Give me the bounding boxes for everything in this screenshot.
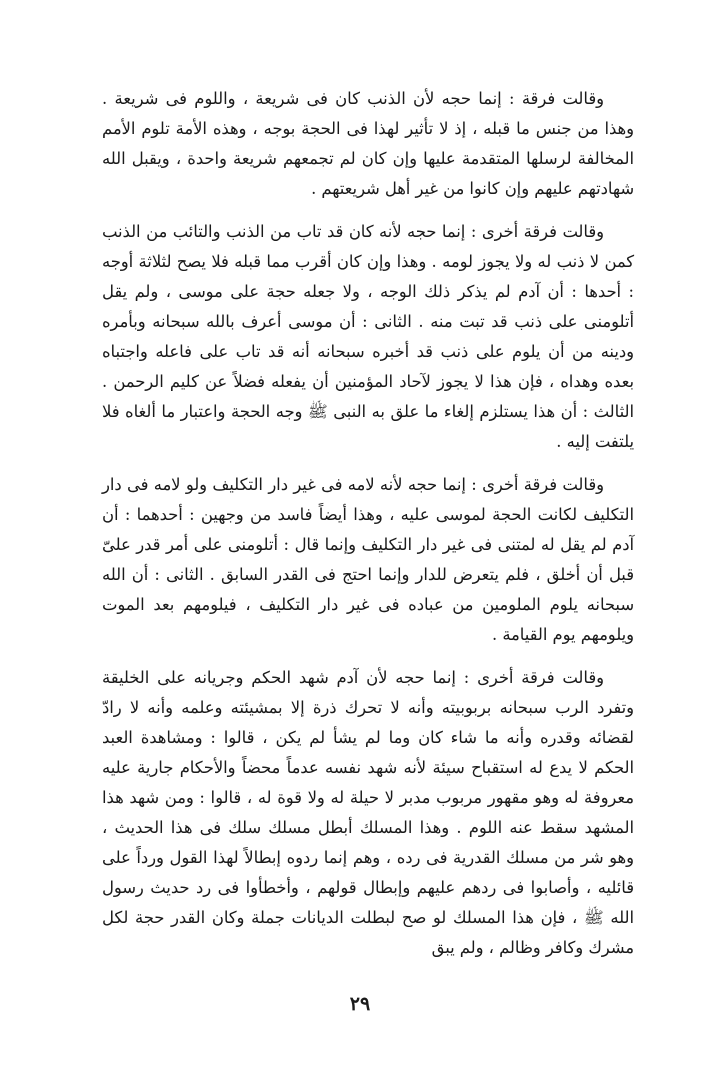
paragraph-2: وقالت فرقة أخرى : إنما حجه لأنه كان قد تاب من الذنب والتائب من الذنب كمن لا ذنب له ولا يجوز لومه . وهذا وإن كان أقرب مما قبله فلا يصح لثلاثة أوجه : أحدها : أن آدم لم يذكر ذلك الوجه ، ولا جعله حجة على موسى ، ولم يقل أتلومنى على ذنب قد تبت منه . الثانى : أن موسى أعرف بالله سبحانه وبأمره ودينه من أن يلوم على ذنب قد أخبره سبحانه أنه قد تاب على فاعله واجتباه بعده وهداه ، فإن هذا لا يجوز لآحاد المؤمنين أن يفعله فضلاً عن كليم الرحمن . الثالث : أن هذا يستلزم إلغاء ما علق به النبى ﷺ وجه الحجة واعتبار ما ألغاه فلا يلتفت إليه . [102, 222, 634, 451]
paragraph-1: وقالت فرقة : إنما حجه لأن الذنب كان فى شريعة ، واللوم فى شريعة . وهذا من جنس ما قبله ، إذ لا تأثير لهذا فى الحجة بوجه ، وهذه الأمة تلوم الأمم المخالفة لرسلها المتقدمة عليها وإن كان لم تجمعهم شريعة واحدة ، ويقبل الله شهادتهم عليهم وإن كانوا من غير أهل شريعتهم . [102, 89, 634, 198]
paragraph-4: وقالت فرقة أخرى : إنما حجه لأن آدم شهد الحكم وجريانه على الخليقة وتفرد الرب سبحانه بربوبيته وأنه لا تحرك ذرة إلا بمشيئته وعلمه وأنه لا رادّ لقضائه وقدره وأنه ما شاء كان وما لم يشأ لم يكن ، قالوا : ومشاهدة العبد الحكم لا يدع له استقباح سيئة لأنه شهد نفسه عدماً محضاً والأحكام جارية عليه معروفة له وهو مقهور مربوب مدبر لا حيلة له ولا قوة له ، قالوا : ومن شهد هذا المشهد سقط عنه اللوم . وهذا المسلك أبطل مسلك سلك فى هذا الحديث ، وهو شر من مسلك القدرية فى رده ، وهم إنما ردوه إبطالاً لهذا القول ورداً على قائليه ، وأصابوا فى ردهم عليهم وإبطال قولهم ، وأخطأوا فى رد حديث رسول الله ﷺ ، فإن هذا المسلك لو صح لبطلت الديانات جملة وكان القدر حجة لكل مشرك وكافر وظالم ، ولم يبق [102, 668, 634, 957]
page-number: ٢٩ [349, 993, 371, 1015]
body-text [102, 84, 634, 963]
paragraph-3: وقالت فرقة أخرى : إنما حجه لأنه لامه فى غير دار التكليف ولو لامه فى دار التكليف لكانت الحجة لموسى عليه ، وهذا أيضاً فاسد من وجهين : أحدهما : أن آدم لم يقل له لمتنى فى غير دار التكليف وإنما قال : أتلومنى على أمر قدر علىّ قبل أن أخلق ، فلم يتعرض للدار وإنما احتج فى القدر السابق . الثانى : أن الله سبحانه يلوم الملومين من عباده فى غير دار التكليف ، فيلومهم بعد الموت ويلومهم يوم القيامة . [102, 475, 634, 644]
